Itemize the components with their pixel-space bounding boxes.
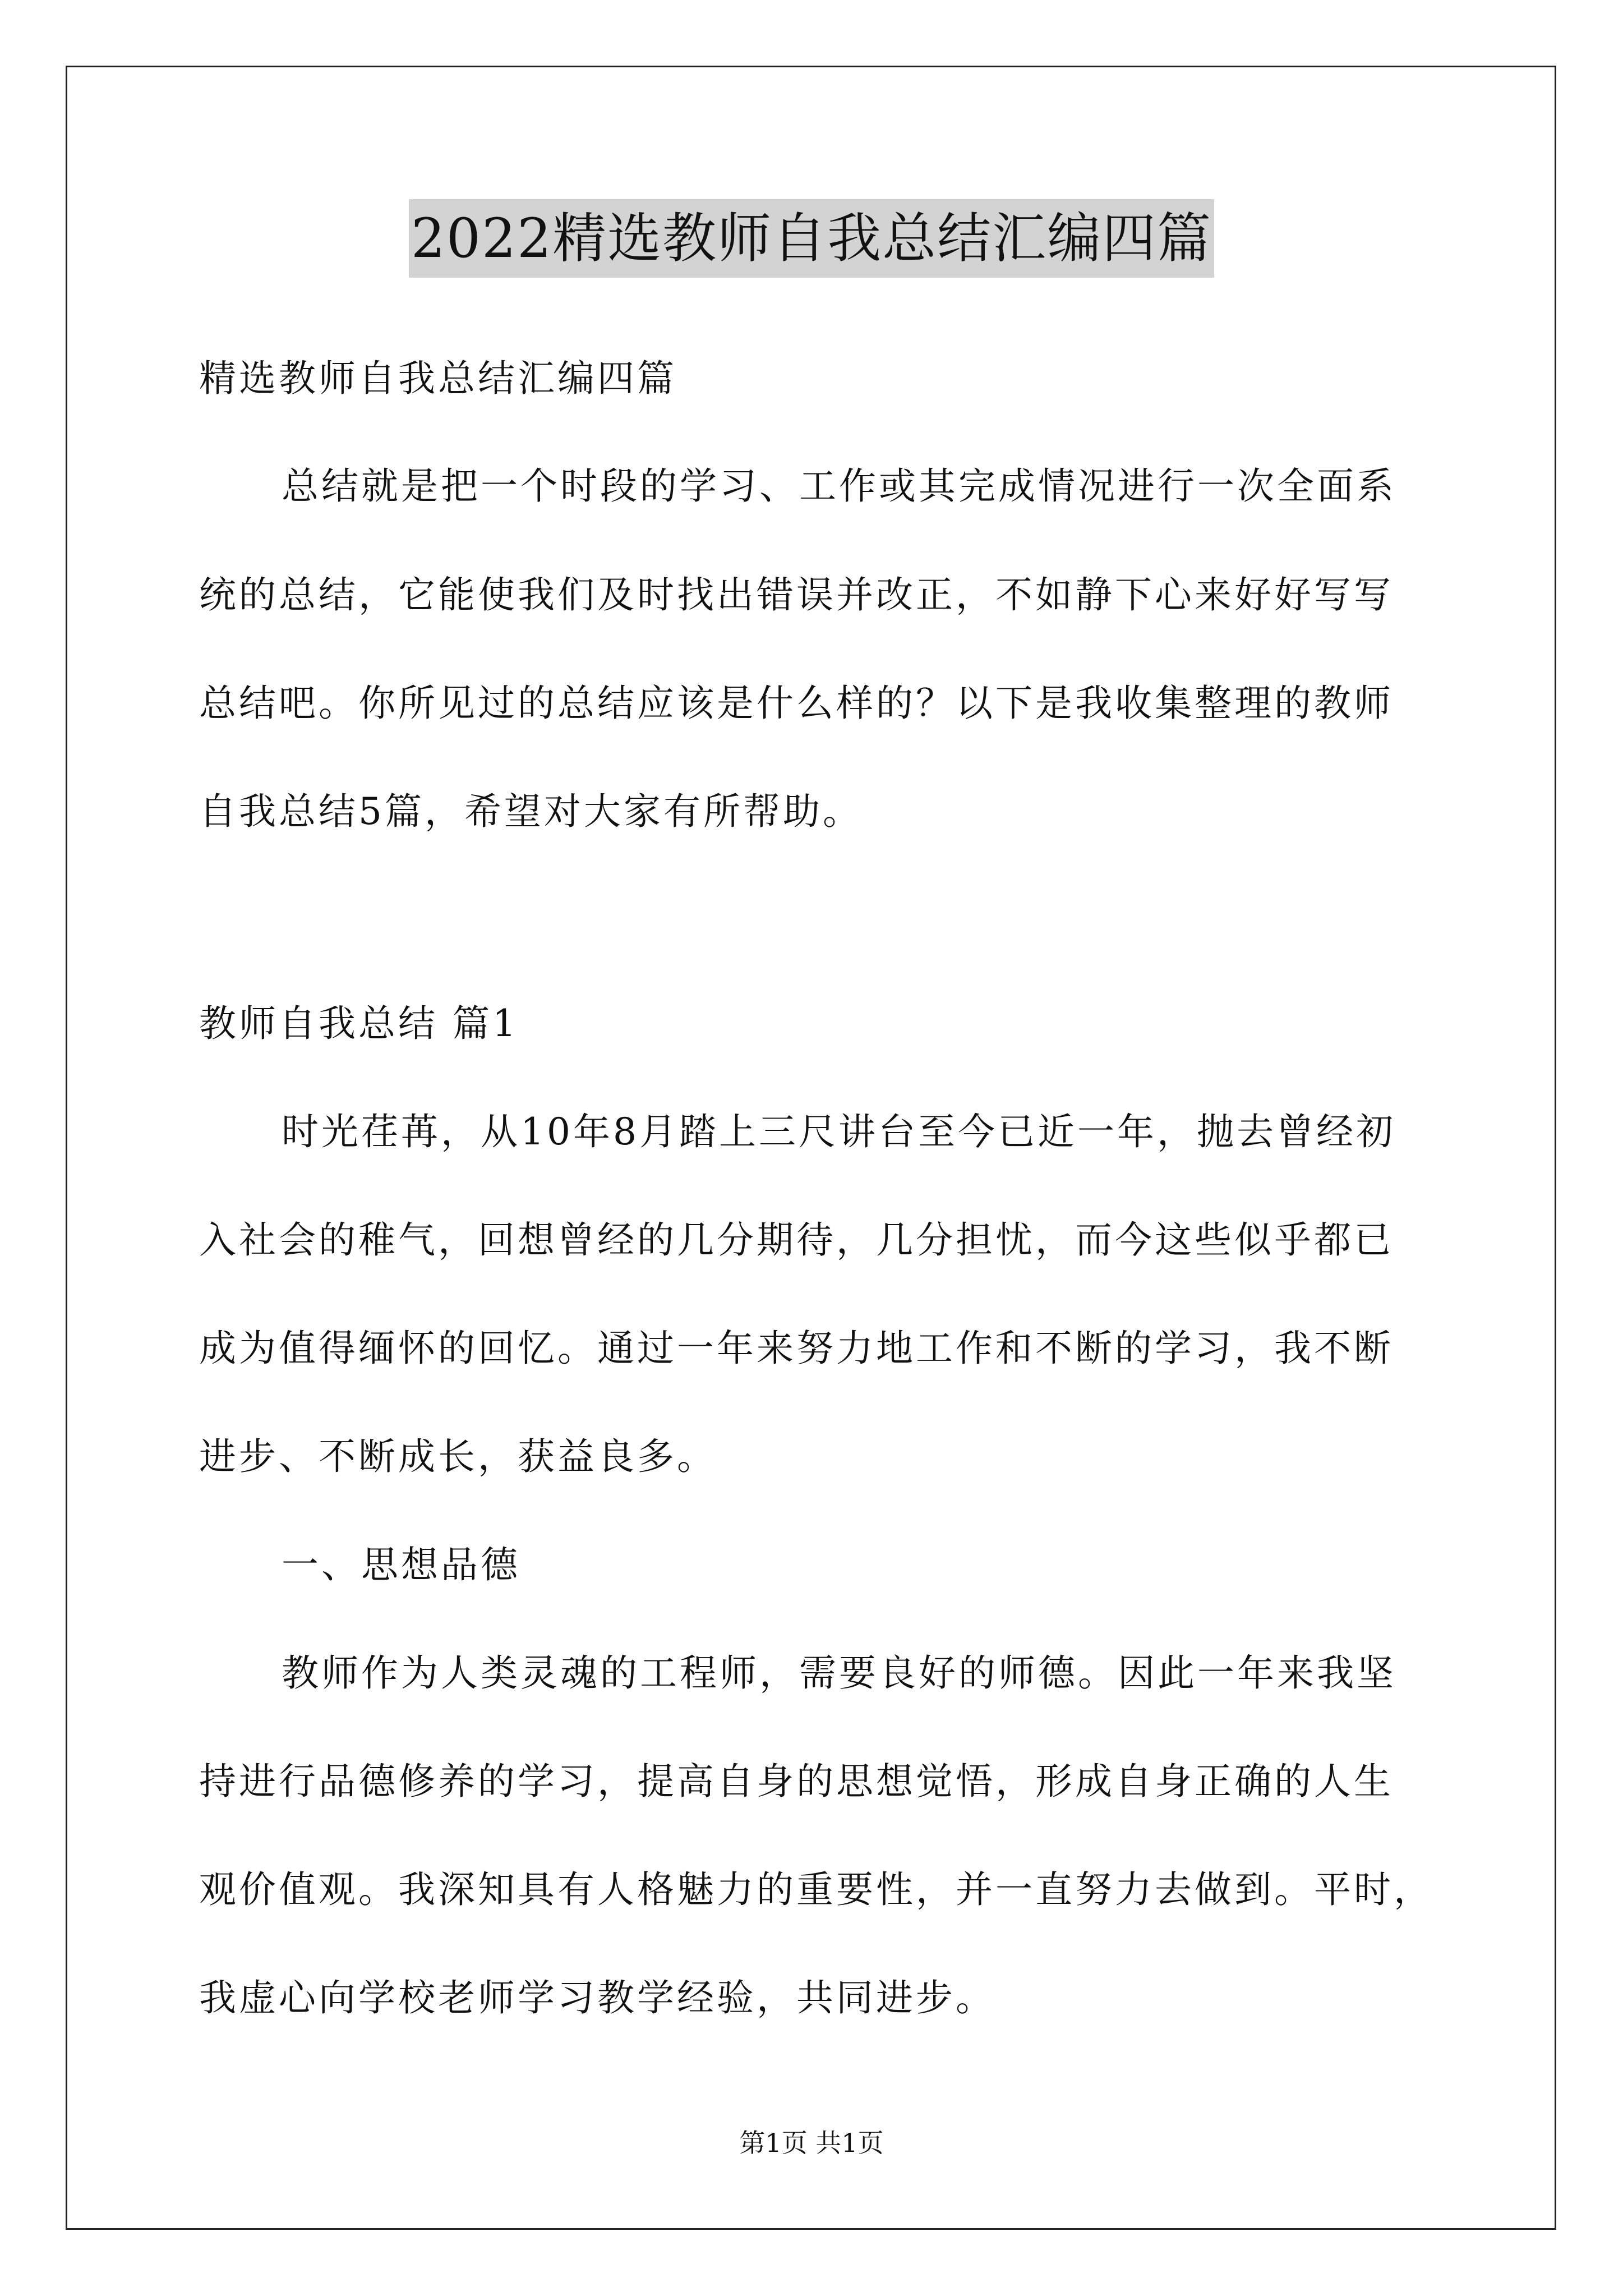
paragraph2-line-1: 教师作为人类灵魂的工程师，需要良好的师德。因此一年来我坚 bbox=[282, 1651, 1396, 1695]
paragraph2-line-2: 持进行品德修养的学习，提高自身的思想觉悟，形成自身正确的人生 bbox=[199, 1760, 1394, 1803]
paragraph-line-3: 成为值得缅怀的回忆。通过一年来努力地工作和不断的学习，我不断 bbox=[199, 1327, 1394, 1370]
intro-line-4: 自我总结5篇，希望对大家有所帮助。 bbox=[199, 790, 863, 833]
intro-line-3: 总结吧。你所见过的总结应该是什么样的？以下是我收集整理的教师 bbox=[199, 682, 1394, 725]
document-title: 2022精选教师自我总结汇编四篇 bbox=[409, 199, 1214, 278]
paragraph2-line-3: 观价值观。我深知具有人格魅力的重要性，并一直努力去做到。平时， bbox=[199, 1868, 1433, 1911]
intro-line-1: 总结就是把一个时段的学习、工作或其完成情况进行一次全面系 bbox=[282, 464, 1396, 508]
title-wrap bbox=[0, 199, 1623, 278]
paragraph-line-2: 入社会的稚气，回想曾经的几分期待，几分担忧，而今这些似乎都已 bbox=[199, 1218, 1394, 1262]
intro-line-2: 统的总结，它能使我们及时找出错误并改正，不如静下心来好好写写 bbox=[199, 573, 1394, 616]
subheading-thought-morality: 一、思想品德 bbox=[282, 1543, 520, 1586]
section-heading-1: 教师自我总结 篇1 bbox=[199, 1002, 519, 1045]
paragraph-line-4: 进步、不断成长，获益良多。 bbox=[199, 1435, 717, 1478]
paragraph2-line-4: 我虚心向学校老师学习教学经验，共同进步。 bbox=[199, 1976, 995, 2019]
page-number-label: 第1页 共1页 bbox=[739, 2128, 884, 2158]
page-footer bbox=[0, 2126, 1623, 2160]
document-subtitle: 精选教师自我总结汇编四篇 bbox=[199, 357, 677, 400]
paragraph-line-1: 时光荏苒，从10年8月踏上三尺讲台至今已近一年，抛去曾经初 bbox=[282, 1110, 1396, 1153]
